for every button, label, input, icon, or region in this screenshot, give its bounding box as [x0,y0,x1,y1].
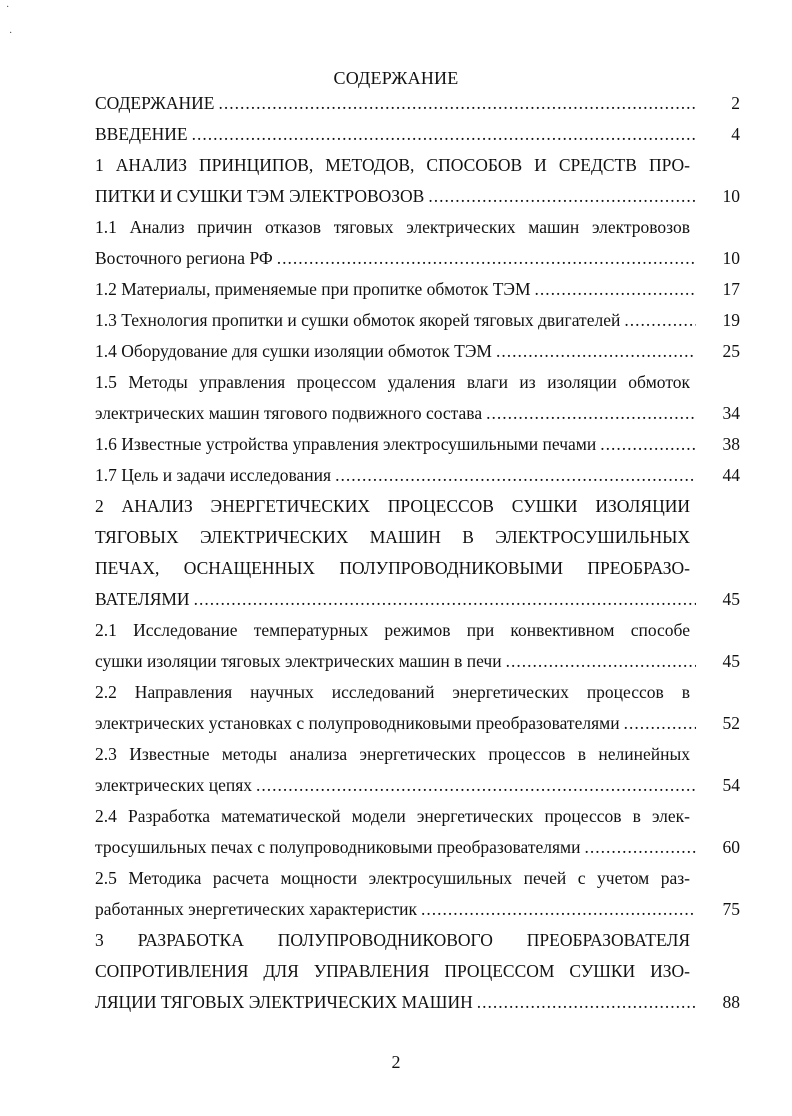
dot-leader [194,584,696,615]
toc-page-number: 10 [722,186,740,206]
toc-entry-text: 1.3 Технология пропитки и сушки обмоток якорей тяговых двигателей [95,310,621,330]
toc-entry-text: тросушильных печах с полупроводниковыми преобразователями [95,837,581,857]
dot-leader [496,336,696,367]
toc-page-number: 34 [722,403,740,423]
dot-leader [624,305,696,336]
toc-page-number: 4 [731,124,740,144]
dot-leader [428,181,696,212]
toc-entry-text: 2.3 Известные методы анализа энергетических процессов в нелинейных [95,744,690,764]
toc-page-number: 2 [731,93,740,113]
toc-entry-text: 2.1 Исследование температурных режимов при конвективном способе [95,620,690,640]
dot-leader [535,274,696,305]
toc-entry[interactable] [95,88,740,119]
toc-page-number: 45 [722,589,740,609]
toc-entry[interactable] [95,212,740,274]
toc-entry-text: ПИТКИ И СУШКИ ТЭМ ЭЛЕКТРОВОЗОВ [95,186,425,206]
toc-entry-text: 1.6 Известные устройства управления электросушильными печами [95,434,597,454]
dot-leader [506,646,696,677]
toc-page-number: 38 [722,434,740,454]
dot-leader [277,243,696,274]
page-title: СОДЕРЖАНИЕ [333,68,459,88]
toc-entry-text: ВАТЕЛЯМИ [95,589,190,609]
dot-leader [600,429,696,460]
dot-leader [192,119,696,150]
toc-entry-text: 3 РАЗРАБОТКА ПОЛУПРОВОДНИКОВОГО ПРЕОБРАЗОВАТЕЛЯ [95,930,690,950]
toc-entry[interactable] [95,336,740,367]
toc-entry-text: 1.7 Цель и задачи исследования [95,465,332,485]
toc-page-number: 44 [722,465,740,485]
dot-leader [584,832,696,863]
toc-entry-text: сушки изоляции тяговых электрических машин в печи [95,651,502,671]
toc-entry[interactable] [95,429,740,460]
toc-entry-text: СОДЕРЖАНИЕ [95,93,215,113]
scan-speck: · [6,2,10,13]
toc-entry-text: 1.5 Методы управления процессом удаления влаги из изоляции обмоток [95,372,690,392]
toc-page-number: 17 [722,279,740,299]
toc-entry-text: 2.5 Методика расчета мощности электросушильных печей с учетом раз- [95,868,690,888]
toc-entry[interactable] [95,739,740,801]
toc-entry[interactable] [95,801,740,863]
scan-speck: · [9,28,13,39]
toc-entry[interactable] [95,305,740,336]
toc-entry-text: электрических цепях [95,775,253,795]
dot-leader [335,460,696,491]
toc-page-number: 54 [722,775,740,795]
toc-page-number: 10 [722,248,740,268]
toc-page-number: 45 [722,651,740,671]
toc-entry-text: ЛЯЦИИ ТЯГОВЫХ ЭЛЕКТРИЧЕСКИХ МАШИН [95,992,473,1012]
toc-entry[interactable] [95,274,740,305]
toc-entry[interactable] [95,925,740,1018]
toc-entry[interactable] [95,119,740,150]
toc-entry-text: электрических машин тягового подвижного состава [95,403,483,423]
toc-entry-text: электрических установках с полупроводниковыми преобразователями [95,713,620,733]
toc-entry[interactable] [95,491,740,615]
toc-entry-text: 2.4 Разработка математической модели энергетических процессов в элек- [95,806,690,826]
dot-leader [477,987,696,1018]
toc-entry-text: работанных энергетических характеристик [95,899,417,919]
toc-entry-text: ПЕЧАХ, ОСНАЩЕННЫХ ПОЛУПРОВОДНИКОВЫМИ ПРЕОБРАЗО- [95,558,690,578]
toc-entry-text: Восточного региона РФ [95,248,273,268]
toc-entry-text: 1.2 Материалы, применяемые при пропитке обмоток ТЭМ [95,279,531,299]
page-number: 2 [391,1052,401,1072]
dot-leader [624,708,696,739]
toc-entry-text: 1 АНАЛИЗ ПРИНЦИПОВ, МЕТОДОВ, СПОСОБОВ И СРЕДСТВ ПРО- [95,155,690,175]
toc-entry-text: 1.1 Анализ причин отказов тяговых электрических машин электровозов [95,217,690,237]
toc-page-number: 75 [722,899,740,919]
toc-entry[interactable] [95,150,740,212]
toc-page-number: 19 [722,310,740,330]
toc-entry-text: 1.4 Оборудование для сушки изоляции обмоток ТЭМ [95,341,492,361]
dot-leader [218,88,696,119]
toc-page-number: 88 [722,992,740,1012]
toc-entry-text: ВВЕДЕНИЕ [95,124,188,144]
toc-page-number: 60 [722,837,740,857]
toc-entry[interactable] [95,615,740,677]
toc-entry-text: 2 АНАЛИЗ ЭНЕРГЕТИЧЕСКИХ ПРОЦЕССОВ СУШКИ ИЗОЛЯЦИИ [95,496,690,516]
dot-leader [486,398,696,429]
toc-page-number: 25 [722,341,740,361]
dot-leader [421,894,696,925]
toc-page-number: 52 [722,713,740,733]
toc-entry[interactable] [95,367,740,429]
dot-leader [256,770,696,801]
toc-entry[interactable] [95,677,740,739]
toc-entry-text: СОПРОТИВЛЕНИЯ ДЛЯ УПРАВЛЕНИЯ ПРОЦЕССОМ СУШКИ ИЗО- [95,961,690,981]
toc-entry-text: ТЯГОВЫХ ЭЛЕКТРИЧЕСКИХ МАШИН В ЭЛЕКТРОСУШИЛЬНЫХ [95,527,690,547]
toc-entry[interactable] [95,863,740,925]
table-of-contents [95,88,740,1018]
toc-entry-text: 2.2 Направления научных исследований энергетических процессов в [95,682,690,702]
toc-entry[interactable] [95,460,740,491]
